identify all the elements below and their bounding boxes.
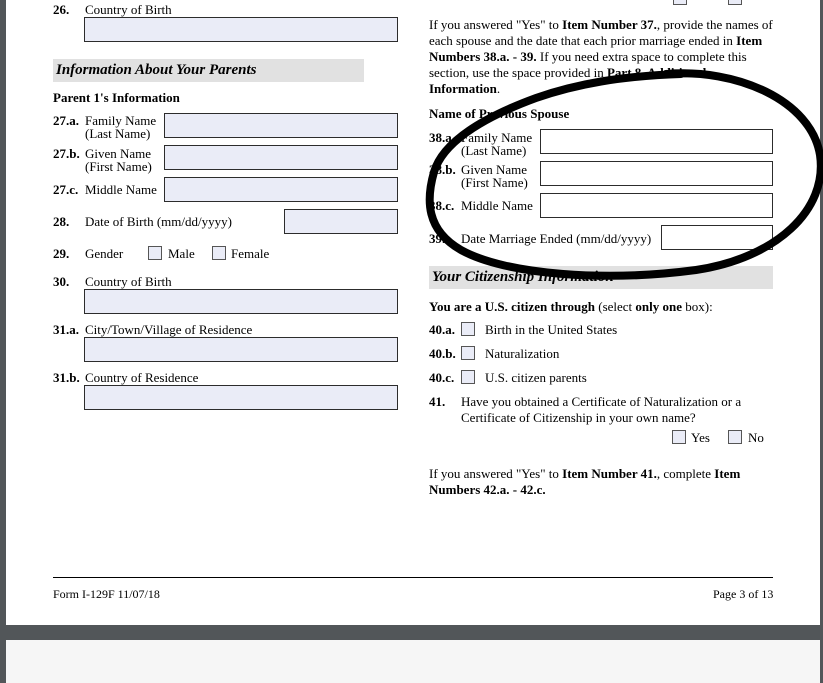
- q26-number: 26.: [53, 2, 70, 17]
- footer-page-number: Page 3 of 13: [713, 587, 774, 601]
- q38b-number: 38.b.: [429, 162, 456, 177]
- q31b-label: Country of Residence: [85, 370, 199, 385]
- q37-no-checkbox-partial[interactable]: [728, 0, 742, 5]
- q41-no-checkbox[interactable]: [728, 430, 742, 444]
- q38b-label: Given Name: [461, 162, 528, 177]
- q30-number: 30.: [53, 274, 70, 289]
- q41-line2: Certificate of Citizenship in your own name?: [461, 410, 696, 425]
- q31a-number: 31.a.: [53, 322, 79, 337]
- q27a-number: 27.a.: [53, 113, 79, 128]
- q28-label: Date of Birth (mm/dd/yyyy): [85, 214, 232, 229]
- citizenship-section-header: Your Citizenship Information: [429, 266, 773, 289]
- q38a-number: 38.a.: [429, 130, 455, 145]
- gender-female-checkbox[interactable]: [212, 246, 226, 260]
- q38a-label: Family Name: [461, 130, 533, 145]
- previous-spouse-heading: Name of Previous Spouse: [429, 106, 570, 121]
- q39-label: Date Marriage Ended (mm/dd/yyyy): [461, 231, 652, 246]
- q40c-label: U.S. citizen parents: [485, 370, 587, 385]
- q31b-country-of-residence-field[interactable]: [84, 385, 398, 410]
- q40a-number: 40.a.: [429, 322, 455, 337]
- footer-divider: [53, 577, 773, 578]
- q31a-city-field[interactable]: [84, 337, 398, 362]
- parents-section-header: Information About Your Parents: [53, 59, 364, 82]
- q41-line1: Have you obtained a Certificate of Naturalization or a: [461, 394, 742, 409]
- q39-number: 39.: [429, 231, 446, 246]
- hand-drawn-circle-annotation: [406, 60, 823, 285]
- previous-spouse-instructions: If you answered "Yes" to Item Number 37., provide the names of each spouse and the date that each prior marriage ended in Item Numbers 38.a. - 39. If you need extra space to complete this section, use the space provided in Part 8. Additional Information.: [429, 17, 773, 96]
- q40b-number: 40.b.: [429, 346, 456, 361]
- q38a-sublabel: (Last Name): [461, 143, 527, 158]
- q26-label: Country of Birth: [85, 2, 172, 17]
- q31a-label: City/Town/Village of Residence: [85, 322, 253, 337]
- gender-female-label: Female: [231, 246, 270, 261]
- q40b-checkbox[interactable]: [461, 346, 475, 360]
- q41-followup-instructions: If you answered "Yes" to Item Number 41., complete Item Numbers 42.a. - 42.c.: [429, 466, 741, 497]
- q40c-checkbox[interactable]: [461, 370, 475, 384]
- q28-number: 28.: [53, 214, 70, 229]
- q26-country-of-birth-field[interactable]: [84, 17, 398, 42]
- form-page: [6, 0, 820, 625]
- q38b-sublabel: (First Name): [461, 175, 528, 190]
- citizen-prompt: You are a U.S. citizen through (select only one box):: [429, 299, 713, 314]
- footer-form-id: Form I-129F 11/07/18: [53, 587, 160, 601]
- q29-number: 29.: [53, 246, 70, 261]
- q28-date-of-birth-field[interactable]: [284, 209, 398, 234]
- q27b-given-name-field[interactable]: [164, 145, 398, 170]
- q30-country-of-birth-field[interactable]: [84, 289, 398, 314]
- q27c-label: Middle Name: [85, 182, 157, 197]
- q41-yes-label: Yes: [691, 430, 710, 445]
- q27a-family-name-field[interactable]: [164, 113, 398, 138]
- q27b-number: 27.b.: [53, 146, 80, 161]
- q38c-number: 38.c.: [429, 198, 455, 213]
- q40b-label: Naturalization: [485, 346, 560, 361]
- q37-yes-checkbox-partial[interactable]: [673, 0, 687, 5]
- q27a-sublabel: (Last Name): [85, 126, 151, 141]
- q29-label: Gender: [85, 246, 124, 261]
- gender-male-checkbox[interactable]: [148, 246, 162, 260]
- q40a-label: Birth in the United States: [485, 322, 618, 337]
- q27c-middle-name-field[interactable]: [164, 177, 398, 202]
- q27a-label: Family Name: [85, 113, 157, 128]
- q41-no-label: No: [748, 430, 764, 445]
- parent1-heading: Parent 1's Information: [53, 90, 180, 105]
- q41-yes-checkbox[interactable]: [672, 430, 686, 444]
- q27b-sublabel: (First Name): [85, 159, 152, 174]
- next-page: [6, 640, 820, 683]
- q40c-number: 40.c.: [429, 370, 455, 385]
- q27c-number: 27.c.: [53, 182, 79, 197]
- q27b-label: Given Name: [85, 146, 152, 161]
- q40a-checkbox[interactable]: [461, 322, 475, 336]
- q41-number: 41.: [429, 394, 446, 409]
- q30-label: Country of Birth: [85, 274, 172, 289]
- q31b-number: 31.b.: [53, 370, 80, 385]
- q38c-label: Middle Name: [461, 198, 533, 213]
- gender-male-label: Male: [168, 246, 195, 261]
